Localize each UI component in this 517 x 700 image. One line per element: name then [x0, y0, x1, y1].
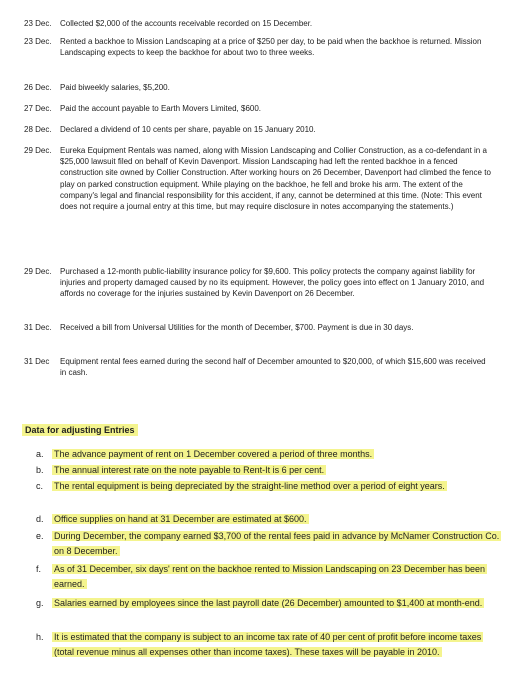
- entry-date: 23 Dec.: [24, 19, 52, 28]
- entry-text: Collected $2,000 of the accounts receivable recorded on 15 December.: [60, 19, 313, 28]
- entry-date: 23 Dec.: [24, 37, 52, 46]
- transaction-entry: [24, 124, 494, 135]
- transaction-entry: [24, 82, 494, 93]
- item-label: e.: [36, 531, 44, 541]
- adjusting-item: [22, 630, 502, 660]
- entry-text: Paid the account payable to Earth Movers Limited, $600.: [60, 104, 262, 113]
- item-label: h.: [36, 632, 44, 642]
- item-text: The rental equipment is being depreciated by the straight-line method over a period of eight years.: [54, 481, 445, 491]
- adjusting-item: [22, 596, 502, 611]
- item-text: The annual interest rate on the note payable to Rent-It is 6 per cent.: [54, 465, 325, 475]
- item-label: d.: [36, 514, 44, 524]
- item-label: b.: [36, 465, 44, 475]
- transaction-entry: [24, 18, 494, 29]
- item-text: As of 31 December, six days' rent on the backhoe rented to Mission Landscaping on 23 December has been earned.: [54, 564, 485, 589]
- item-text: The advance payment of rent on 1 December covered a period of three months.: [54, 449, 373, 459]
- item-label: g.: [36, 598, 44, 608]
- item-label: c.: [36, 481, 44, 491]
- item-text: During December, the company earned $3,700 of the rental fees paid in advance by McNamer Construction Co. on 8 December.: [54, 531, 500, 556]
- item-text: It is estimated that the company is subject to an income tax rate of 40 per cent of profit before income taxes (total revenue minus all expenses other than income taxes). These taxes will be payable in 2010.: [54, 632, 482, 657]
- adjusting-item: [22, 447, 502, 462]
- transaction-entry: [24, 103, 494, 114]
- item-label: f.: [36, 564, 42, 574]
- entry-text: Equipment rental fees earned during the second half of December amounted to $20,000, of which $15,600 was received in cash.: [60, 357, 486, 378]
- adjusting-item: [22, 529, 502, 559]
- entry-date: 27 Dec.: [24, 104, 52, 113]
- adjusting-entries-title: Data for adjusting Entries: [22, 424, 138, 436]
- entry-text: Received a bill from Universal Utilities for the month of December, $700. Payment is due in 30 days.: [60, 323, 414, 332]
- transaction-entry: [24, 36, 494, 58]
- entry-date: 31 Dec.: [24, 323, 52, 332]
- transaction-entry: [24, 356, 494, 378]
- entry-text: Rented a backhoe to Mission Landscaping at a price of $250 per day, to be paid when the backhoe is returned. Mission Landscaping expects to keep the backhoe for about two to three weeks.: [60, 37, 482, 58]
- entry-date: 26 Dec.: [24, 83, 52, 92]
- adjusting-item: [22, 512, 502, 527]
- transaction-entry: [24, 266, 494, 300]
- entry-date: 29 Dec.: [24, 267, 52, 276]
- item-label: a.: [36, 449, 44, 459]
- item-text: Salaries earned by employees since the last payroll date (26 December) amounted to $1,400 at month-end.: [54, 598, 483, 608]
- entry-date: 28 Dec.: [24, 125, 52, 134]
- item-text: Office supplies on hand at 31 December are estimated at $600.: [54, 514, 307, 524]
- adjusting-item: [22, 479, 502, 494]
- entry-text: Eureka Equipment Rentals was named, along with Mission Landscaping and Collier Construction, as a co-defendant in a $25,000 lawsuit filed on behalf of Kevin Davenport. Mission Landscaping had left the rented backhoe in a fenced construction site owned by Collier Construction. After working hours on 26 December, Davenport had climbed the fence to play on parked construction equipment. While playing on the backhoe, he fell and broke his arm. The extent of the company's legal and financial responsibility for this accident, if any, cannot be determined at this time. (Note: This event does not require a journal entry at this time, but may require disclosure in notes accompanying the statements.): [60, 146, 491, 212]
- entry-text: Paid biweekly salaries, $5,200.: [60, 83, 170, 92]
- adjusting-item: [22, 562, 502, 592]
- transaction-entry: [24, 322, 494, 333]
- entry-date: 29 Dec.: [24, 146, 52, 155]
- adjusting-item: [22, 463, 502, 478]
- entry-date: 31 Dec: [24, 357, 50, 366]
- transaction-entry: [24, 145, 494, 212]
- entry-text: Purchased a 12-month public-liability insurance policy for $9,600. This policy protects the company against liability for injuries and property damaged caused by no its equipment. However, the policy goes into effect on 1 January 2010, and affords no coverage for the injuries sustained by Kevin Davenport on 26 December.: [60, 267, 485, 299]
- entry-text: Declared a dividend of 10 cents per share, payable on 15 January 2010.: [60, 125, 316, 134]
